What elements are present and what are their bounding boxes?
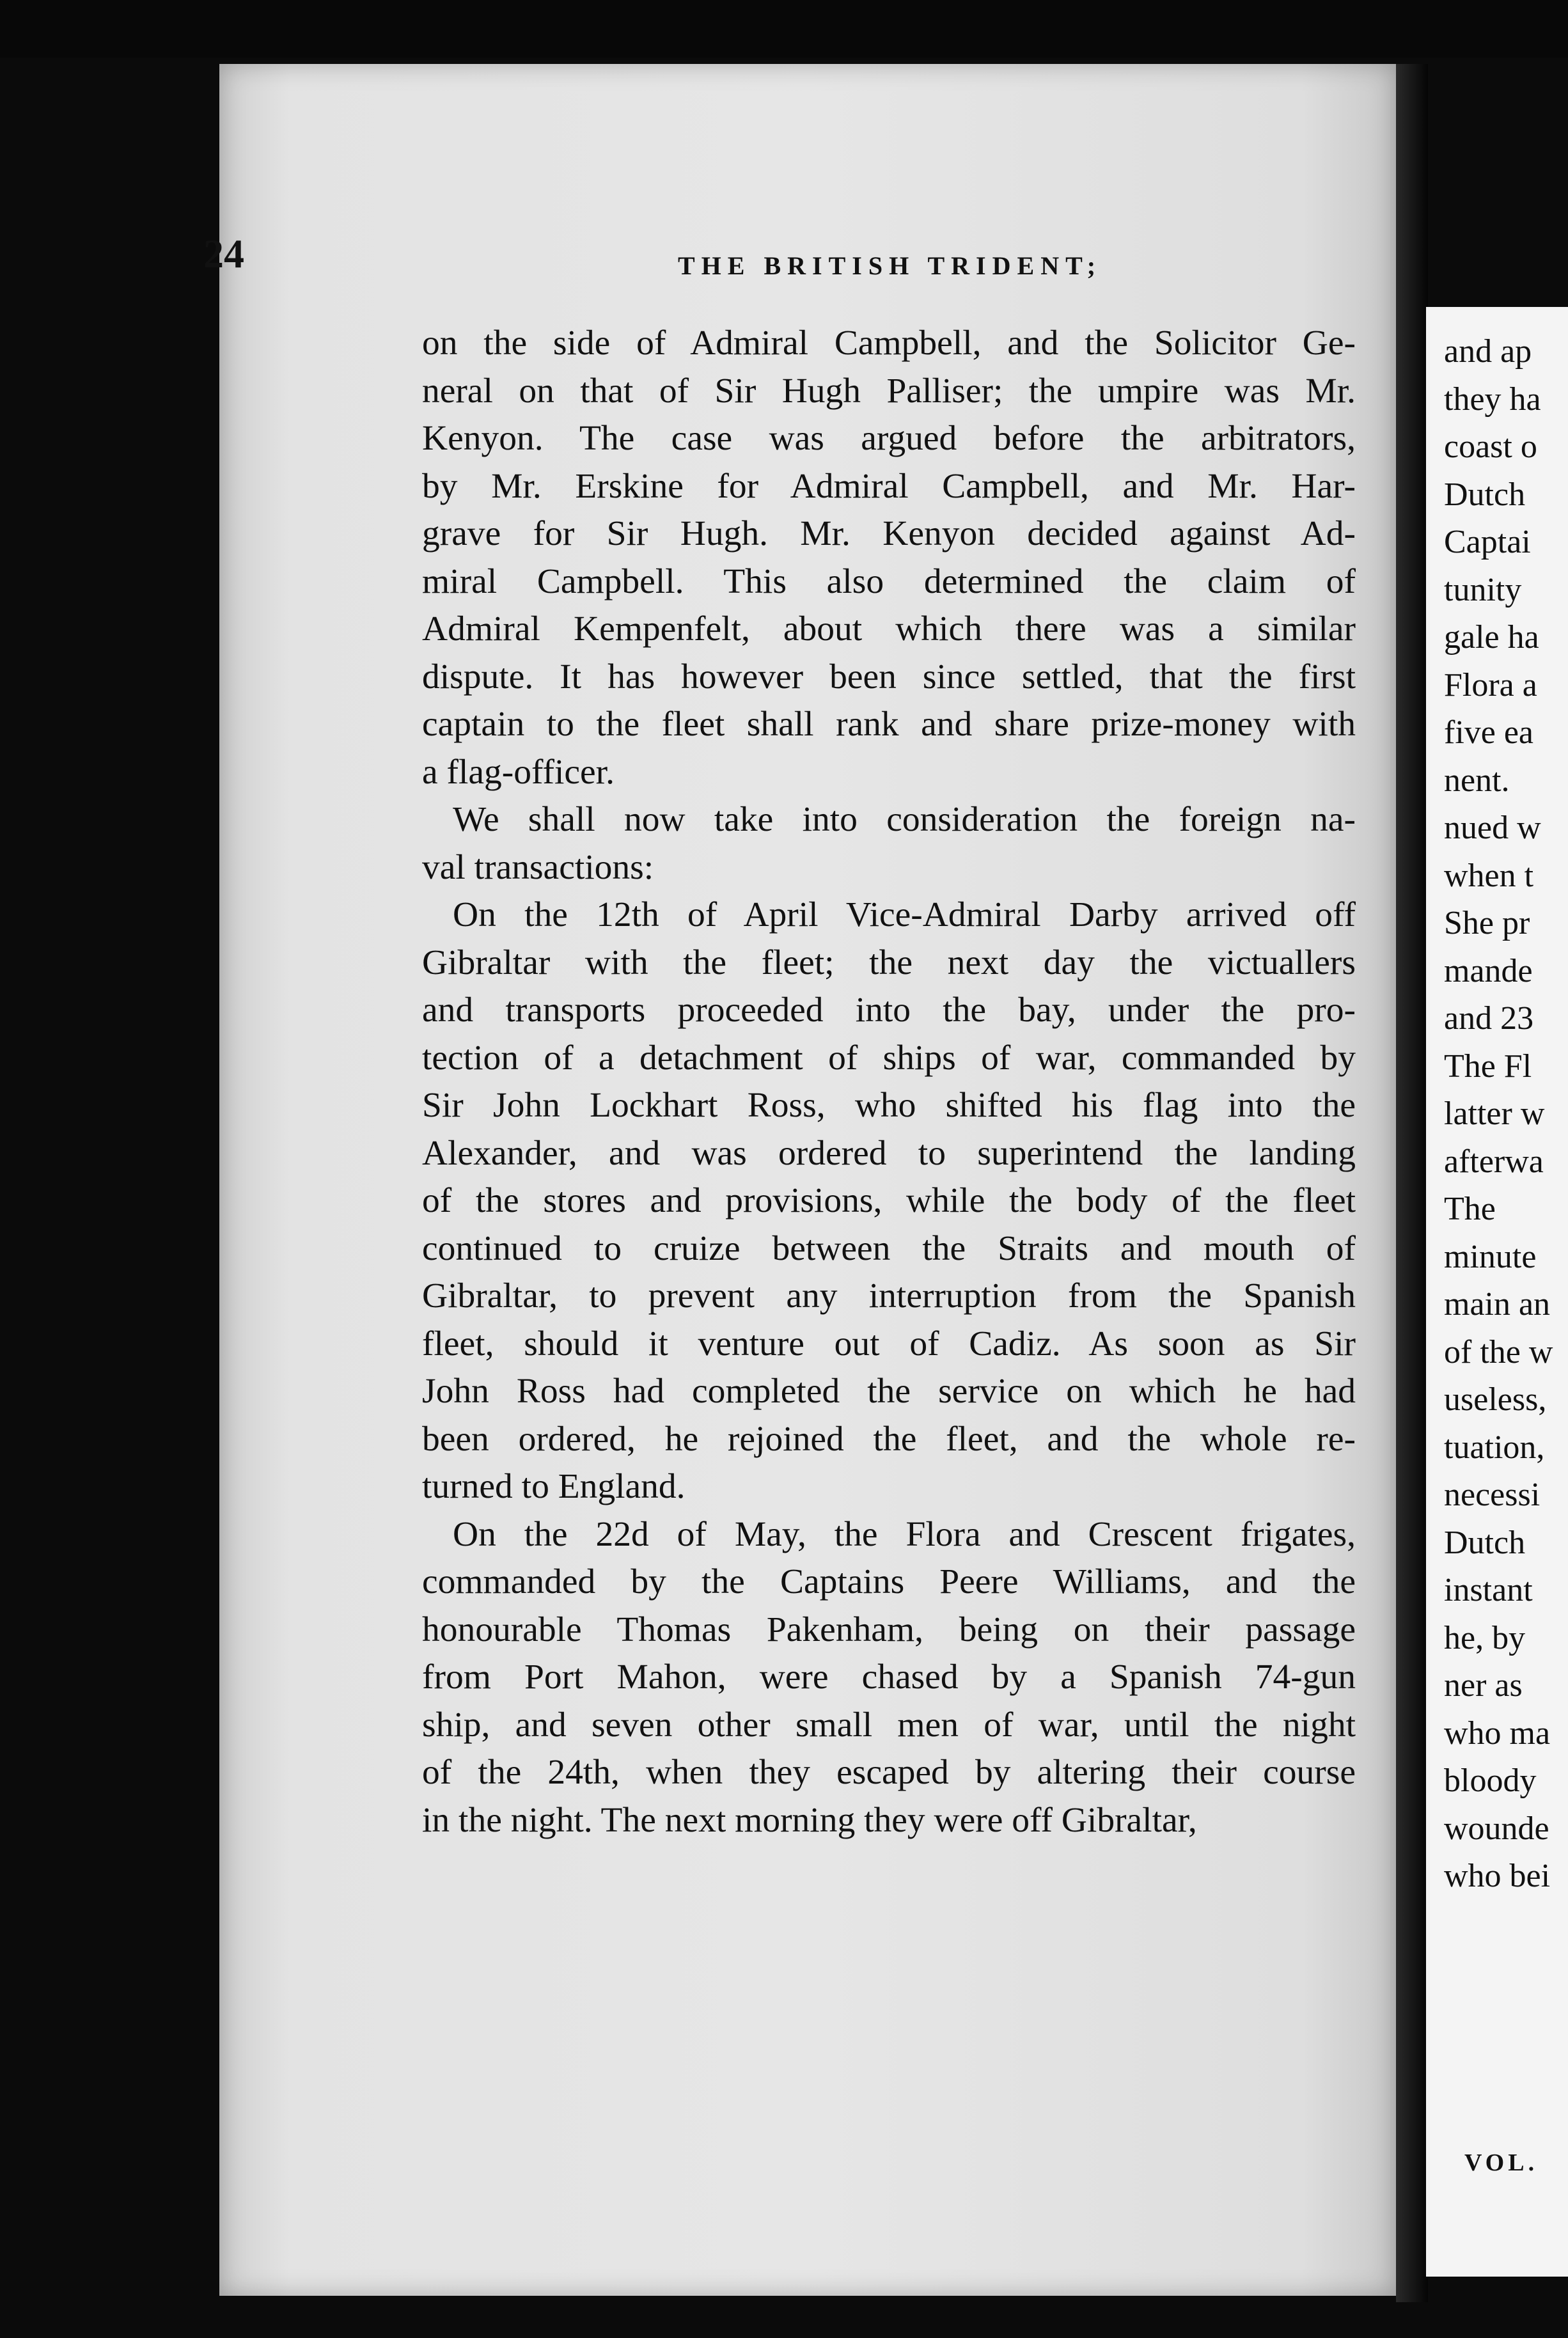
facing-text-line: of the w: [1444, 1333, 1553, 1370]
text-line: grave for Sir Hugh. Mr. Kenyon decided against Ad-: [422, 514, 1356, 553]
facing-text-line: Captai: [1444, 524, 1531, 560]
facing-text-line: minute: [1444, 1238, 1537, 1275]
facing-text-line: when t: [1444, 857, 1534, 894]
text-line: Gibraltar with the fleet; the next day the victuallers: [422, 943, 1356, 982]
facing-text-line: who bei: [1444, 1858, 1551, 1894]
facing-text-line: instant: [1444, 1572, 1533, 1608]
text-line: tection of a detachment of ships of war, commanded by: [422, 1038, 1356, 1078]
text-line: We shall now take into consideration the foreign na-: [453, 800, 1356, 839]
facing-text-line: nued w: [1444, 810, 1541, 846]
text-line: continued to cruize between the Straits and mouth of: [422, 1228, 1356, 1268]
facing-text-line: She pr: [1444, 905, 1530, 941]
text-line: ship, and seven other small men of war, until the night: [422, 1705, 1356, 1745]
scan-edge-top: [0, 0, 1568, 58]
text-line: a flag-officer.: [422, 752, 615, 792]
facing-text-line: mande: [1444, 952, 1533, 989]
body-text: [422, 320, 1356, 1844]
text-line: honourable Thomas Pakenham, being on their passage: [422, 1610, 1356, 1649]
text-line: in the night. The next morning they were off Gibraltar,: [422, 1800, 1197, 1840]
facing-text-line: nent.: [1444, 762, 1510, 799]
facing-text-line: tuation,: [1444, 1429, 1545, 1466]
text-line: dispute. It has however been since settled, that the first: [422, 657, 1356, 696]
facing-text-line: five ea: [1444, 714, 1534, 751]
text-line: of the stores and provisions, while the body of the fleet: [422, 1181, 1356, 1220]
gutter-shadow: [1396, 64, 1428, 2302]
page-number: 24: [203, 231, 244, 276]
text-line: from Port Mahon, were chased by a Spanish 74-gun: [422, 1658, 1356, 1697]
facing-text-line: The Fl: [1444, 1047, 1532, 1085]
text-line: Admiral Kempenfelt, about which there was a similar: [422, 609, 1356, 648]
text-line: On the 22d of May, the Flora and Crescent frigates,: [453, 1514, 1356, 1554]
text-line: On the 12th of April Vice-Admiral Darby arrived off: [453, 895, 1356, 934]
facing-text-line: and ap: [1444, 333, 1532, 370]
facing-text-line: ner as: [1444, 1667, 1523, 1704]
text-line: on the side of Admiral Campbell, and the Solicitor Ge-: [422, 324, 1356, 363]
text-line: been ordered, he rejoined the fleet, and the whole re-: [422, 1419, 1356, 1459]
text-line: Sir John Lockhart Ross, who shifted his flag into the: [422, 1086, 1356, 1125]
text-line: fleet, should it venture out of Cadiz. As soon as Sir: [422, 1324, 1356, 1363]
facing-text-line: coast o: [1444, 428, 1537, 465]
facing-text-line: he, by: [1444, 1619, 1526, 1656]
text-line: and transports proceeded into the bay, under the pro-: [422, 991, 1356, 1030]
text-line: of the 24th, when they escaped by altering their course: [422, 1753, 1356, 1792]
text-line: miral Campbell. This also determined the claim of: [422, 561, 1356, 601]
facing-text-line: necessi: [1444, 1477, 1541, 1513]
facing-page-footer: VOL.: [1464, 2149, 1539, 2176]
facing-text-line: Flora a: [1444, 666, 1537, 703]
text-line: Gibraltar, to prevent any interruption from the Spanish: [422, 1276, 1356, 1315]
text-line: by Mr. Erskine for Admiral Campbell, and Mr. Har-: [422, 466, 1356, 506]
facing-text-line: useless,: [1444, 1381, 1547, 1418]
text-line: captain to the fleet shall rank and share prize-money with: [422, 705, 1356, 744]
facing-text-line: wounde: [1444, 1810, 1549, 1847]
facing-text-line: afterwa: [1444, 1143, 1544, 1180]
text-line: neral on that of Sir Hugh Palliser; the umpire was Mr.: [422, 371, 1356, 411]
facing-text-line: Dutch: [1444, 1524, 1526, 1561]
facing-text-line: who ma: [1444, 1714, 1551, 1752]
text-line: val transactions:: [422, 847, 654, 887]
facing-text-line: latter w: [1444, 1095, 1545, 1132]
facing-text-line: tunity: [1444, 571, 1522, 608]
text-line: commanded by the Captains Peere Williams, and the: [422, 1562, 1356, 1601]
text-line: turned to England.: [422, 1467, 686, 1506]
text-line: Kenyon. The case was argued before the arbitrators,: [422, 419, 1356, 458]
text-line: Alexander, and was ordered to superintend the landing: [422, 1133, 1356, 1173]
facing-text-line: they ha: [1444, 381, 1541, 418]
facing-text-line: The: [1444, 1191, 1496, 1227]
facing-text-line: Dutch: [1444, 476, 1526, 513]
facing-text-line: bloody: [1444, 1762, 1537, 1799]
facing-text-line: main an: [1444, 1286, 1551, 1322]
facing-text-line: gale ha: [1444, 619, 1539, 655]
text-line: John Ross had completed the service on which he had: [422, 1372, 1356, 1411]
book-page-right: [1426, 307, 1568, 2277]
facing-text-line: and 23: [1444, 1000, 1534, 1037]
running-head: THE BRITISH TRIDENT;: [678, 251, 1102, 280]
